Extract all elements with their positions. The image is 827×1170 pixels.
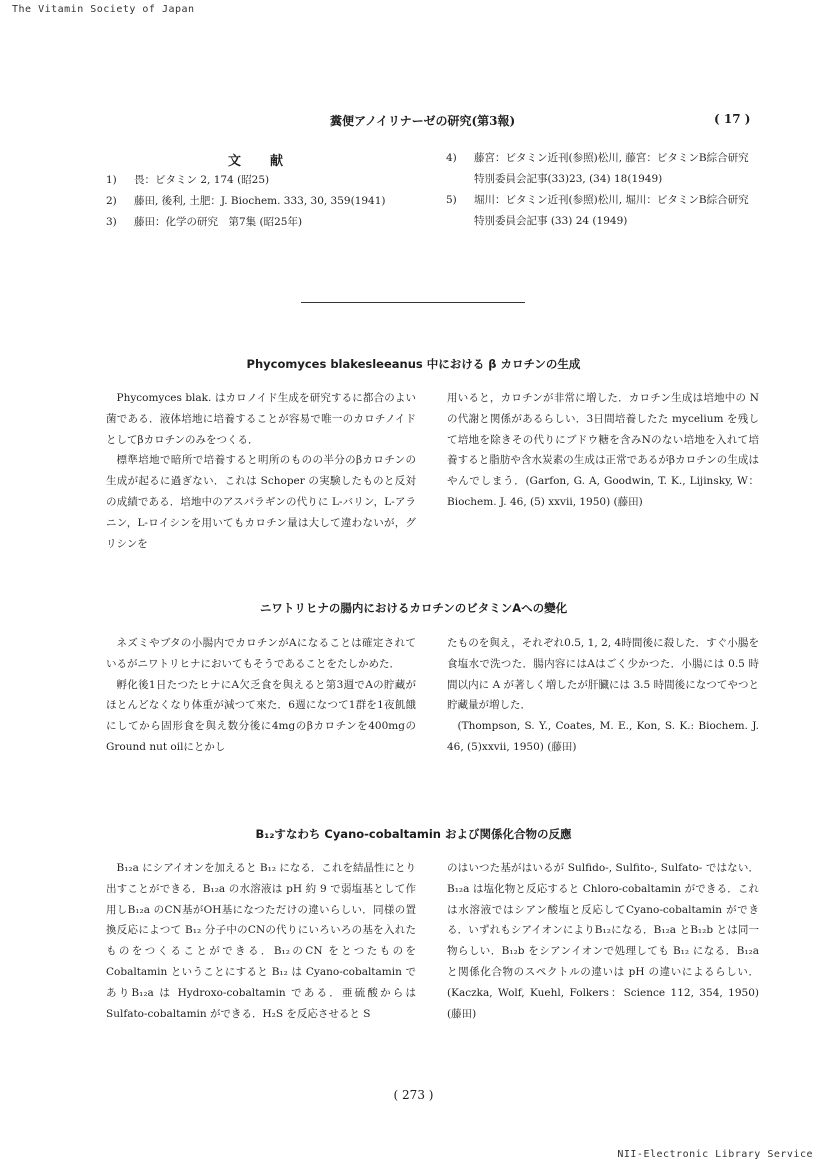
paragraph: ネズミやブタの小腸内でカロチンがAになることは確定されているがニワトリヒナにおいてもそうであることをたしかめた． bbox=[106, 637, 416, 670]
article-title-cyanocobaltamin: B₁₂すなわち Cyano-cobaltamin および関係化合物の反應 bbox=[255, 827, 572, 841]
page-number-bottom: ( 273 ) bbox=[393, 1088, 434, 1102]
paragraph: 孵化後1日たつたヒナにA欠乏食を與えると第3週でAの貯藏がほとんどなくなり体重が減つて來た．6週になつて1群を1夜飢餓にしてから固形食を與え数分後に4mgのβカロチンを400mgのGround nut oilにとかし bbox=[106, 678, 416, 753]
article2-right-column bbox=[447, 633, 759, 758]
references-left bbox=[106, 170, 426, 233]
article1-left-column bbox=[106, 388, 416, 554]
reference-number: 3) bbox=[106, 216, 117, 228]
references-heading: 文 献 bbox=[228, 154, 292, 169]
paragraph: B₁₂a にシアイオンを加えると B₁₂ になる．これを結晶性にとり出すことができる．B₁₂a の水溶液は pH 約 9 で弱塩基として作用しB₁₂a のCN基がOH基になつただけの違いらしい．同様の置換反応によつて B₁₂ 分子中のCNの代りにいろいろの基を入れたものをつくることができる．B₁₂のCN をとつたものを Cobaltamin ということにすると B₁₂ は Cyano-cobaltamin でありB₁₂a は Hydroxo-cobaltamin である．亜硫酸からは Sulfato-cobaltamin ができる．H₂S を反応させると S bbox=[106, 862, 416, 1020]
reference-item bbox=[446, 148, 758, 190]
references-right bbox=[446, 148, 758, 232]
paragraph: のはいつた基がはいるが Sulfido-, Sulfito-, Sulfato- ではない．B₁₂a は塩化物と反応すると Chloro-cobaltamin ができる．これは水溶液ではシアン酸塩と反応してCyano-cobaltamin ができる．いずれもシアイオンによりB₁₂になる．B₁₂a とB₁₂b とは同一物らしい．B₁₂b をシアンイオンで処理しても B₁₂ になる．B₁₂a と関係化合物のスペクトルの違いは pH の違いによるらしい．(Kaczka, Wolf, Kuehl, Folkers：Science 112, 354, 1950) (藤田) bbox=[447, 862, 759, 1020]
article3-left-column bbox=[106, 858, 416, 1024]
reference-item bbox=[106, 191, 426, 212]
reference-text: 藤宮：ビタミン近刊(参照)松川, 藤宮：ビタミンB綜合研究特別委員会記事(33)23, (34) 18(1949) bbox=[474, 152, 749, 185]
paragraph: 標準培地で暗所で培養すると明所のものの半分のβカロチンの生成が起るに過ぎない．これは Schoper の実験したものと反対の成績である．培地中のアスパラギンの代りに L-バリン，L-アラニン，L-ロイシンを用いてもカロチン量は大して違わないが，グリシンを bbox=[106, 454, 416, 550]
running-title: 糞便アノイリナーゼの研究(第3報) bbox=[330, 114, 516, 128]
section-divider bbox=[301, 302, 525, 303]
reference-item bbox=[106, 212, 426, 233]
reference-text: 畏：ビタミン 2, 174 (昭25) bbox=[134, 174, 270, 186]
reference-number: 2) bbox=[106, 195, 117, 207]
article2-left-column bbox=[106, 633, 416, 758]
reference-text: 藤田：化学の研究 第7集 (昭25年) bbox=[134, 216, 303, 228]
article-title-phycomyces: Phycomyces blakesleeanus 中における β カロチンの生成 bbox=[246, 357, 581, 371]
paragraph: たものを與え，それぞれ0.5, 1, 2, 4時間後に殺した．すぐ小腸を食塩水で洗つた．腸内容にはAはごく少かつた．小腸には 0.5 時間以内に A が著しく増したが肝臓には 3.5 時間後になつてやつと貯藏量が増した． bbox=[447, 637, 759, 712]
watermark-bottom: NII-Electronic Library Service bbox=[617, 1149, 813, 1160]
reference-text: 堀川：ビタミン近刊(参照)松川, 堀川：ビタミンB綜合研究特別委員会記事 (33) 24 (1949) bbox=[474, 194, 749, 227]
reference-item bbox=[106, 170, 426, 191]
reference-text: 藤田, 後利, 土肥：J. Biochem. 333, 30, 359(1941) bbox=[134, 195, 386, 207]
page-number-top: ( 17 ) bbox=[714, 112, 751, 126]
article-title-carotene-chick: ニワトリヒナの腸内におけるカロチンのビタミンAへの變化 bbox=[259, 601, 568, 615]
reference-number: 1) bbox=[106, 174, 117, 186]
reference-number: 4) bbox=[446, 152, 457, 164]
reference-item bbox=[446, 190, 758, 232]
paragraph: 用いると，カロチンが非常に増した．カロチン生成は培地中の N の代謝と関係があるらしい．3日間培養したた mycelium を残して培地を除きその代りにブドウ糖を含みNのない培地を入れて培養すると脂肪や含水炭素の生成は正常であるがβカロチンの生成はやんでしまう．(Garfon, G. A, Goodwin, T. K., Lijinsky, W：Biochem. J. 46, (5) xxvii, 1950) (藤田) bbox=[447, 392, 759, 508]
reference-number: 5) bbox=[446, 194, 457, 206]
paragraph: Phycomyces blak. はカロノイド生成を研究するに都合のよい菌である．液体培地に培養することが容易で唯一のカロチノイドとしてβカロチンのみをつくる． bbox=[106, 392, 416, 446]
article1-right-column bbox=[447, 388, 759, 513]
article3-right-column bbox=[447, 858, 759, 1024]
watermark-top: The Vitamin Society of Japan bbox=[12, 4, 195, 15]
paragraph: (Thompson, S. Y., Coates, M. E., Kon, S. K.: Biochem. J. 46, (5)xxvii, 1950) (藤田) bbox=[447, 720, 759, 753]
